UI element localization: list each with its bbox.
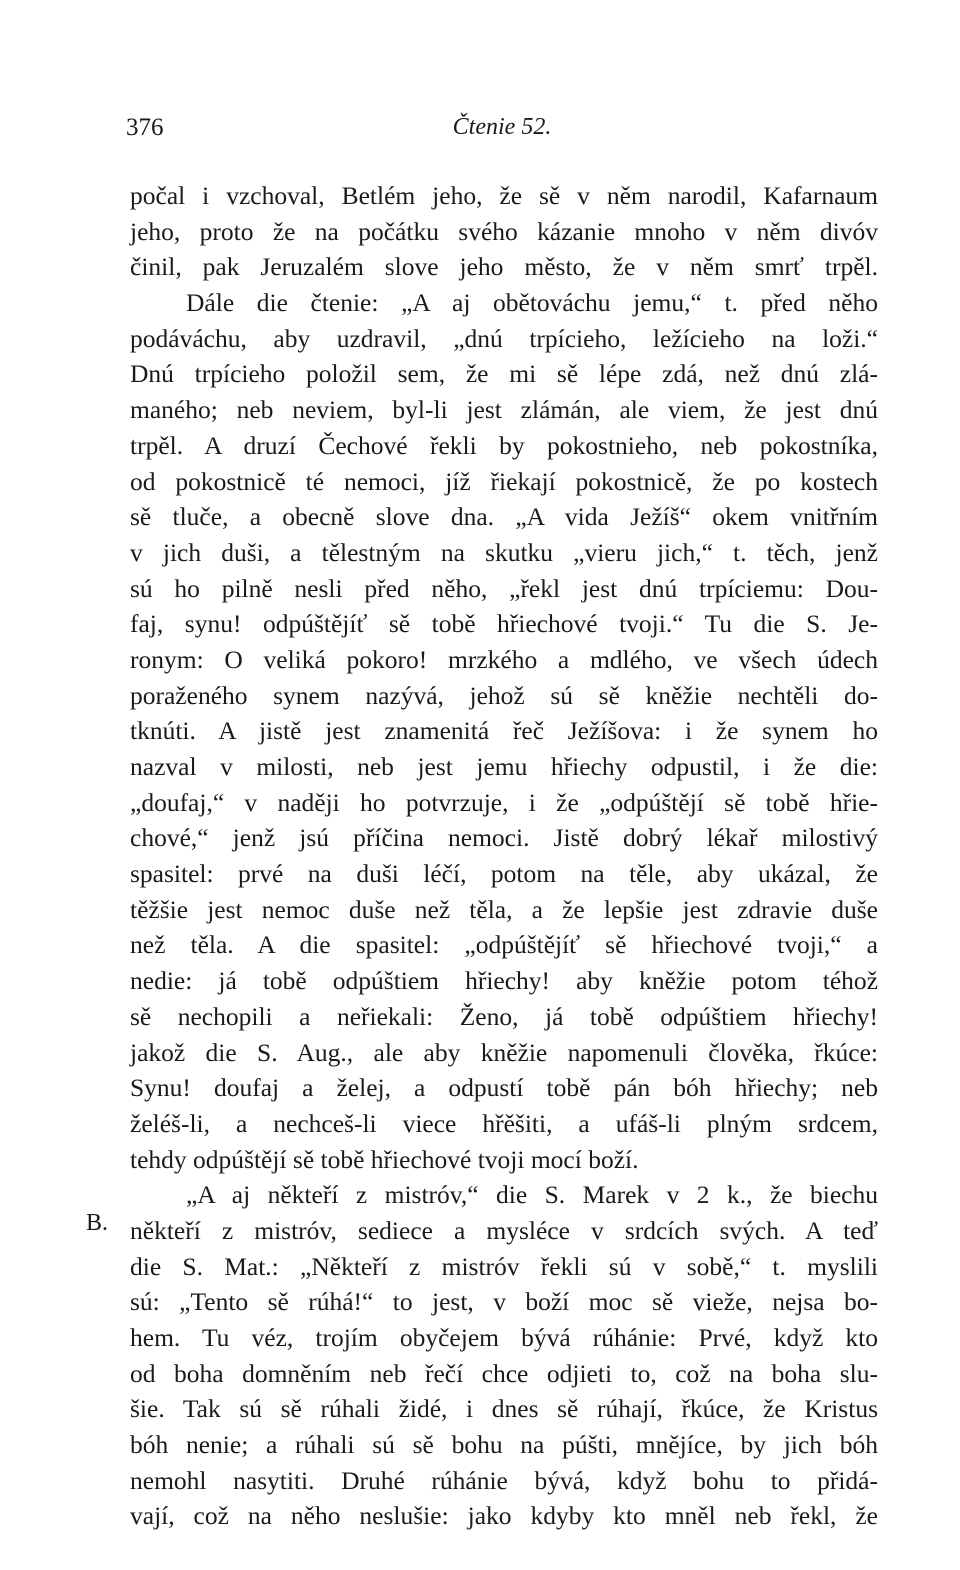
margin-note: B.: [86, 1210, 109, 1236]
running-title: Čtenie 52.: [452, 114, 552, 140]
text-line: tknúti. A jistě jest znamenitá řeč Ježíšova: i že synem ho: [130, 716, 878, 746]
text-line: hem. Tu véz, trojím obyčejem bývá rúhánie: Prvé, když kto: [130, 1323, 878, 1352]
text-line: faj, synu! odpúštějíť sě tobě hřiechové tvoji.“ Tu die S. Je-: [130, 609, 878, 639]
text-line: někteří z mistróv, sediece a mysléce v srdcích svých. A teď: [130, 1215, 878, 1245]
text-line: tehdy odpúštějí sě tobě hřiechové tvoji mocí boží.: [130, 1144, 639, 1174]
page-number: 376: [126, 114, 164, 141]
text-line: jakož die S. Aug., ale aby kněžie napomenuli člověka, řkúce:: [130, 1037, 878, 1067]
text-line: nedie: já tobě odpúštiem hřiechy! aby kněžie potom téhož: [130, 966, 878, 996]
text-line: Dnú trpícieho položil sem, že mi sě lépe zdá, než dnú zlá-: [130, 359, 878, 389]
text-line: od boha domněním neb řečí chce odjieti to, což na boha slu-: [130, 1358, 878, 1388]
text-line: nemohl nasytiti. Druhé rúhánie bývá, když bohu to přidá-: [130, 1465, 878, 1495]
text-line: ronym: O veliká pokoro! mrzkého a mdlého, ve všech údech: [130, 644, 878, 674]
text-line: sě nechopili a neřiekali: Ženo, já tobě odpúštiem hřiechy!: [130, 1001, 878, 1031]
text-line: Synu! doufaj a želej, a odpustí tobě pán bóh hřiechy; neb: [130, 1073, 878, 1103]
text-line: sú ho pilně nesli před něho, „řekl jest dnú trpíciemu: Dou-: [130, 573, 878, 603]
text-line: sú: „Tento sě rúhá!“ to jest, v boží moc sě vieže, nejsa bo-: [130, 1287, 878, 1317]
text-line: jeho, proto že na počátku svého kázanie mnoho v něm divóv: [130, 216, 878, 246]
text-line: spasitel: prvé na duši léčí, potom na těle, aby ukázal, že: [130, 859, 878, 889]
text-line: die S. Mat.: „Někteří z mistróv řekli sú v sobě,“ t. myslili: [130, 1251, 878, 1281]
text-line: těžšie jest nemoc duše než těla, a že lepšie jest zdravie duše: [130, 894, 878, 924]
text-line: chové,“ jenž jsú příčina nemoci. Jistě dobrý lékař milostivý: [130, 823, 878, 853]
text-line: maného; neb neviem, byl-li jest zlámán, ale viem, že jest dnú: [130, 395, 878, 425]
text-line: bóh nenie; a rúhali sú sě bohu na púšti, mnějíce, by jich bóh: [130, 1430, 878, 1460]
text-line: v jich duši, a tělestným na skutku „vieru jich,“ t. těch, jenž: [130, 537, 878, 567]
text-line: než těla. A die spasitel: „odpúštějíť sě hřiechové tvoji,“ a: [130, 930, 878, 960]
text-line: vají, což na něho neslušie: jako kdyby kto mněl neb řekl, že: [130, 1501, 878, 1531]
text-line: želéš-li, a nechceš-li viece hřěšiti, a ufáš-li plným srdcem,: [130, 1108, 878, 1138]
text-line: poraženého synem nazývá, jehož sú sě kněžie nechtěli do-: [130, 680, 878, 710]
page-header: [126, 114, 878, 144]
text-line: „A aj někteří z mistróv,“ die S. Marek v 2 k., že biechu: [186, 1180, 878, 1210]
text-line: od pokostnicě té nemoci, jíž řiekají pokostnicě, že po kostech: [130, 466, 878, 496]
text-line: podáváchu, aby uzdravil, „dnú trpícieho, ležícieho na loži.“: [130, 323, 878, 353]
text-line: činil, pak Jeruzalém slove jeho město, že v něm smrť trpěl.: [130, 252, 878, 282]
text-line: počal i vzchoval, Betlém jeho, že sě v něm narodil, Kafarnaum: [130, 181, 878, 210]
text-line: Dále die čtenie: „A aj obětováchu jemu,“ t. před něho: [186, 288, 878, 318]
text-line: nazval v milosti, neb jest jemu hřiechy odpustil, i že die:: [130, 752, 878, 781]
text-line: trpěl. A druzí Čechové řekli by pokostnieho, neb pokostníka,: [130, 430, 878, 460]
text-line: šie. Tak sú sě rúhali židé, i dnes sě rúhají, řkúce, že Kristus: [130, 1394, 878, 1424]
body-text: [130, 178, 878, 1534]
text-line: „doufaj,“ v naději ho potvrzuje, i že „odpúštějí sě tobě hřie-: [130, 787, 878, 817]
text-line: sě tluče, a obecně slove dna. „A vida Ježíš“ okem vnitřním: [130, 502, 878, 532]
